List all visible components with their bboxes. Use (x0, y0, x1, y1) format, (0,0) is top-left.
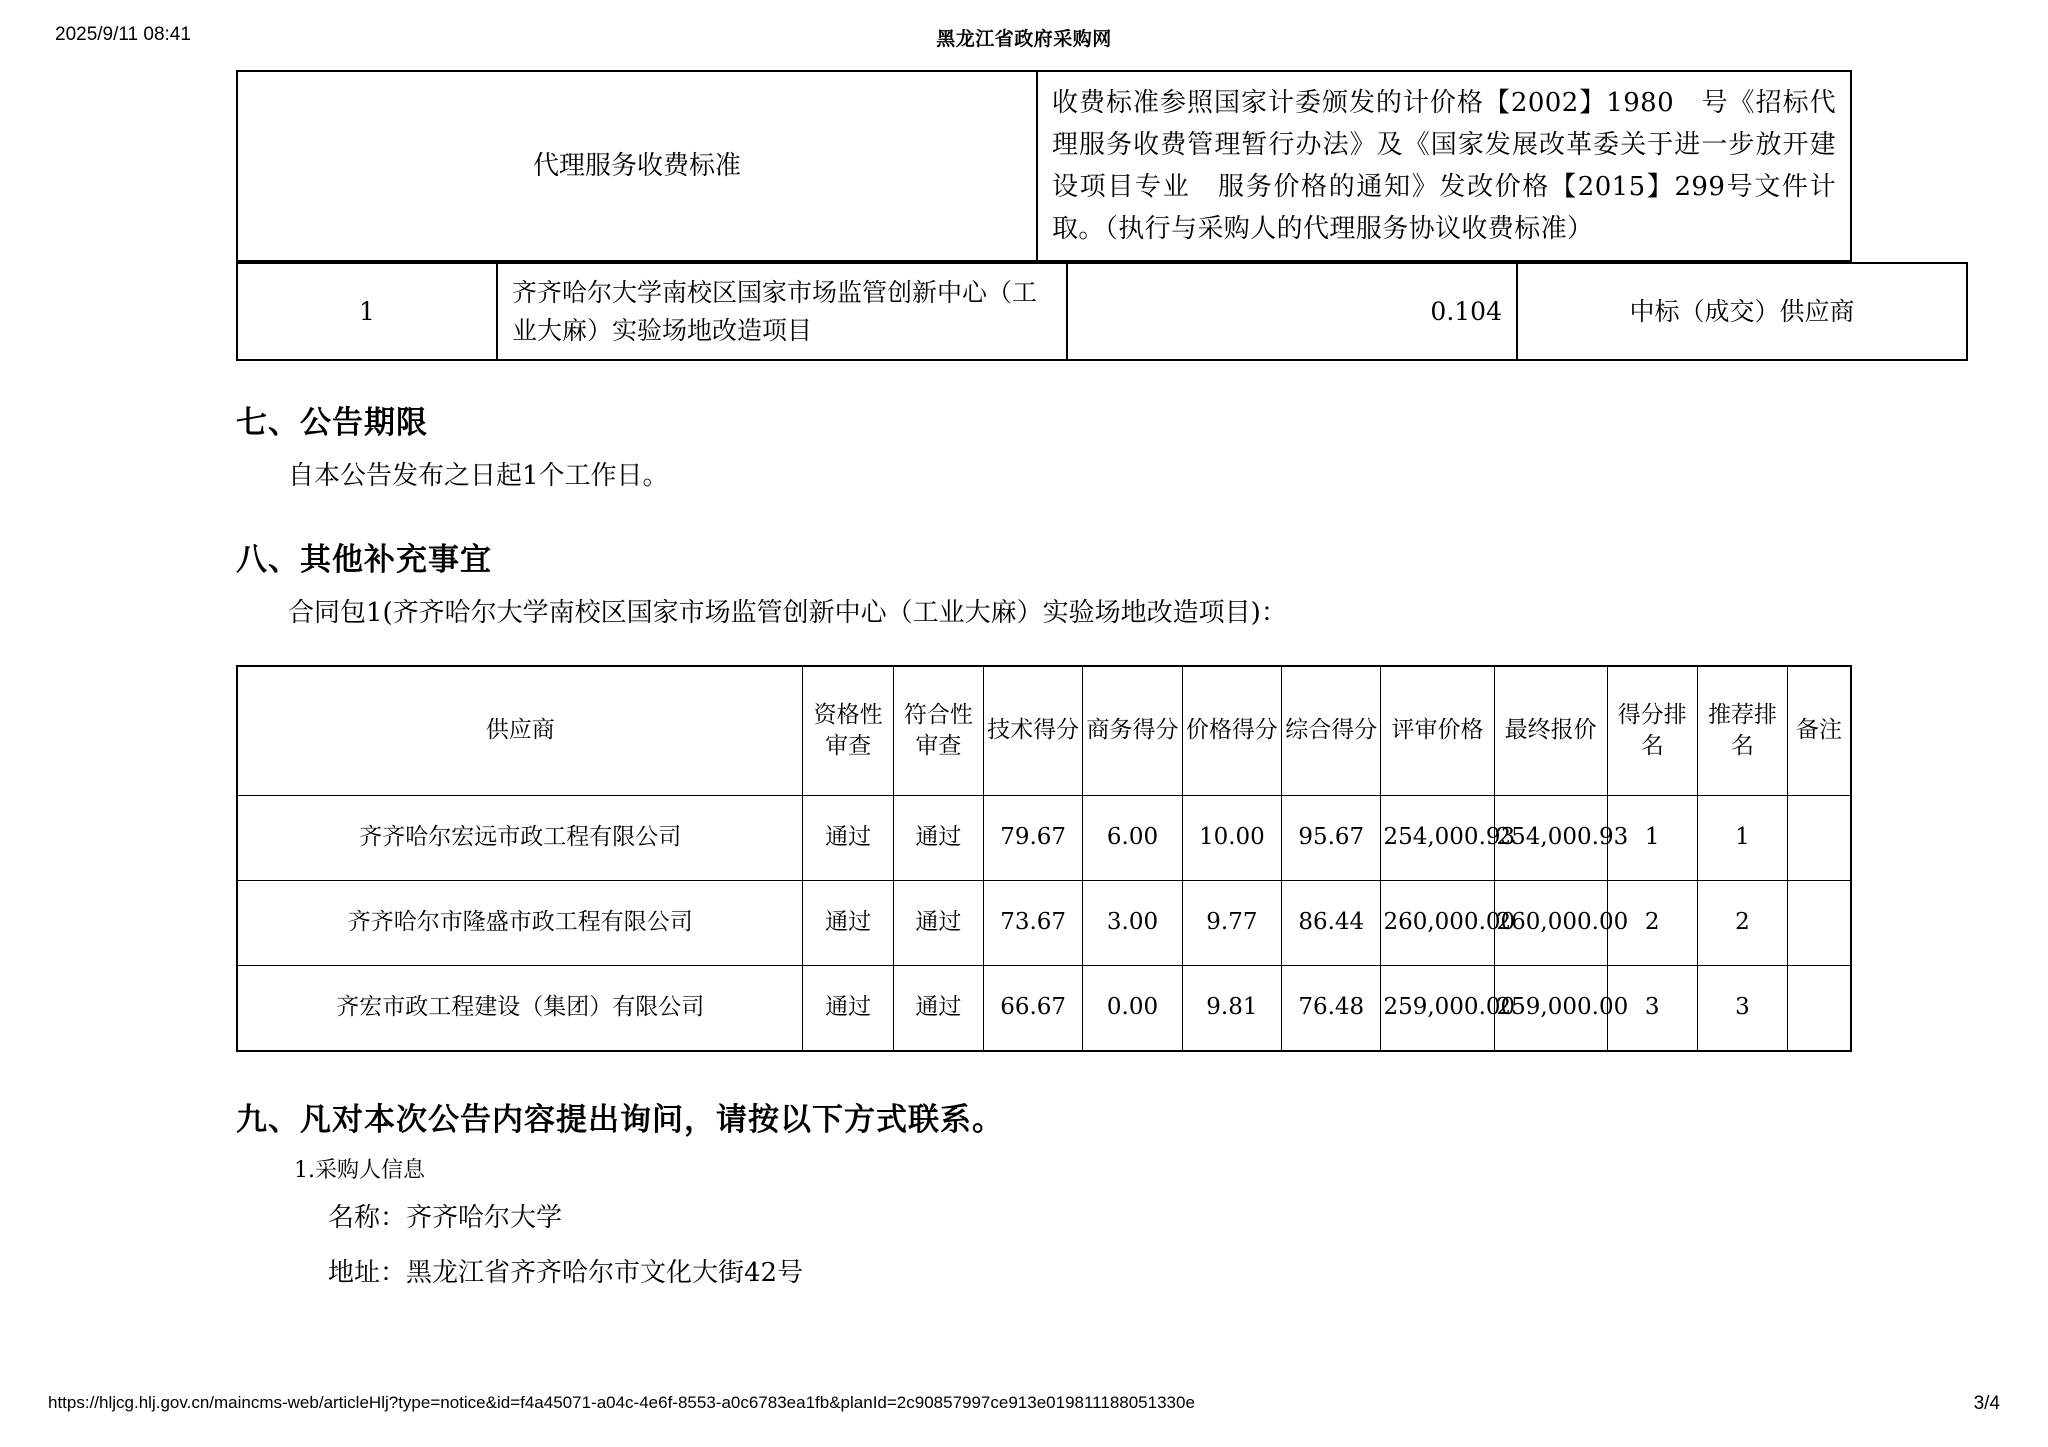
site-title: 黑龙江省政府采购网 (936, 28, 1112, 50)
cell-total: 95.67 (1282, 795, 1381, 880)
cell-review-price: 254,000.93 (1381, 795, 1494, 880)
cell-qualification: 通过 (803, 965, 893, 1051)
header-compliance: 符合性审查 (893, 666, 983, 796)
cell-final-price: 259,000.00 (1494, 965, 1607, 1051)
cell-score-rank: 1 (1607, 795, 1697, 880)
cell-qualification: 通过 (803, 795, 893, 880)
cell-score-rank: 2 (1607, 880, 1697, 965)
header-review-price: 评审价格 (1381, 666, 1494, 796)
header-total-score: 综合得分 (1282, 666, 1381, 796)
section-8-title: 八、其他补充事宜 (236, 542, 492, 579)
cell-technical: 79.67 (983, 795, 1082, 880)
table-row (237, 880, 1851, 965)
page-number: 3/4 (1973, 1393, 2000, 1414)
cell-note (1788, 795, 1851, 880)
cell-business: 6.00 (1083, 795, 1182, 880)
cell-compliance: 通过 (893, 880, 983, 965)
header-final-price: 最终报价 (1494, 666, 1607, 796)
cell-compliance: 通过 (893, 795, 983, 880)
cell-price-score: 10.00 (1182, 795, 1281, 880)
agency-fee-text: 收费标准参照国家计委颁发的计价格【2002】1980 号《招标代理服务收费管理暂行办法》及《国家发展改革委关于进一步放开建设项目专业 服务价格的通知》发改价格【2015】299号文件计取。（执行与采购人的代理服务协议收费标准） (1037, 71, 1851, 261)
cell-score-rank: 3 (1607, 965, 1697, 1051)
cell-total: 76.48 (1282, 965, 1381, 1051)
header-qualification: 资格性审查 (803, 666, 893, 796)
row-project-name: 齐齐哈尔大学南校区国家市场监管创新中心（工业大麻）实验场地改造项目 (497, 263, 1067, 360)
cell-review-price: 259,000.00 (1381, 965, 1494, 1051)
project-amount-table (236, 262, 1968, 361)
section-9-title: 九、凡对本次公告内容提出询问，请按以下方式联系。 (236, 1101, 1004, 1138)
table-header-row (237, 666, 1851, 796)
evaluation-score-table (236, 665, 1852, 1052)
agency-fee-label: 代理服务收费标准 (237, 71, 1037, 261)
cell-recommend-rank: 1 (1697, 795, 1787, 880)
cell-supplier: 齐宏市政工程建设（集团）有限公司 (237, 965, 803, 1051)
cell-business: 3.00 (1083, 880, 1182, 965)
cell-note (1788, 880, 1851, 965)
cell-price-score: 9.77 (1182, 880, 1281, 965)
table-row (237, 263, 1967, 360)
cell-review-price: 260,000.00 (1381, 880, 1494, 965)
cell-supplier: 齐齐哈尔宏远市政工程有限公司 (237, 795, 803, 880)
row-index: 1 (237, 263, 497, 360)
cell-recommend-rank: 3 (1697, 965, 1787, 1051)
header-recommend-rank: 推荐排名 (1697, 666, 1787, 796)
header-note: 备注 (1788, 666, 1851, 796)
cell-final-price: 254,000.93 (1494, 795, 1607, 880)
table-row (237, 795, 1851, 880)
section-8-body: 合同包1(齐齐哈尔大学南校区国家市场监管创新中心（工业大麻）实验场地改造项目)： (288, 598, 1287, 629)
row-supplier-label: 中标（成交）供应商 (1517, 263, 1967, 360)
section-7-body: 自本公告发布之日起1个工作日。 (288, 461, 669, 492)
cell-final-price: 260,000.00 (1494, 880, 1607, 965)
header-score-rank: 得分排名 (1607, 666, 1697, 796)
row-amount: 0.104 (1067, 263, 1517, 360)
cell-qualification: 通过 (803, 880, 893, 965)
header-price-score: 价格得分 (1182, 666, 1281, 796)
cell-compliance: 通过 (893, 965, 983, 1051)
page-footer (0, 1393, 2048, 1419)
cell-supplier: 齐齐哈尔市隆盛市政工程有限公司 (237, 880, 803, 965)
section-9-item-1: 1.采购人信息 (294, 1157, 425, 1183)
print-date: 2025/9/11 08:41 (55, 24, 191, 45)
cell-business: 0.00 (1083, 965, 1182, 1051)
cell-total: 86.44 (1282, 880, 1381, 965)
section-7-title: 七、公告期限 (236, 405, 428, 442)
header-business-score: 商务得分 (1083, 666, 1182, 796)
cell-technical: 73.67 (983, 880, 1082, 965)
cell-note (1788, 965, 1851, 1051)
header-technical-score: 技术得分 (983, 666, 1082, 796)
table-row (237, 71, 1851, 261)
purchaser-name: 名称：齐齐哈尔大学 (328, 1202, 563, 1233)
source-url[interactable]: https://hljcg.hlj.gov.cn/maincms-web/articleHlj?type=notice&id=f4a45071-a04c-4e6f-8553-a0c6783ea1fb&planId=2c90857997ce913e019811188051330e (48, 1393, 1195, 1412)
cell-technical: 66.67 (983, 965, 1082, 1051)
page-header (0, 24, 2048, 52)
header-supplier: 供应商 (237, 666, 803, 796)
cell-recommend-rank: 2 (1697, 880, 1787, 965)
purchaser-address: 地址：黑龙江省齐齐哈尔市文化大街42号 (328, 1258, 804, 1289)
agency-fee-table (236, 70, 1852, 262)
table-row (237, 965, 1851, 1051)
document-content (236, 70, 1855, 1295)
cell-price-score: 9.81 (1182, 965, 1281, 1051)
